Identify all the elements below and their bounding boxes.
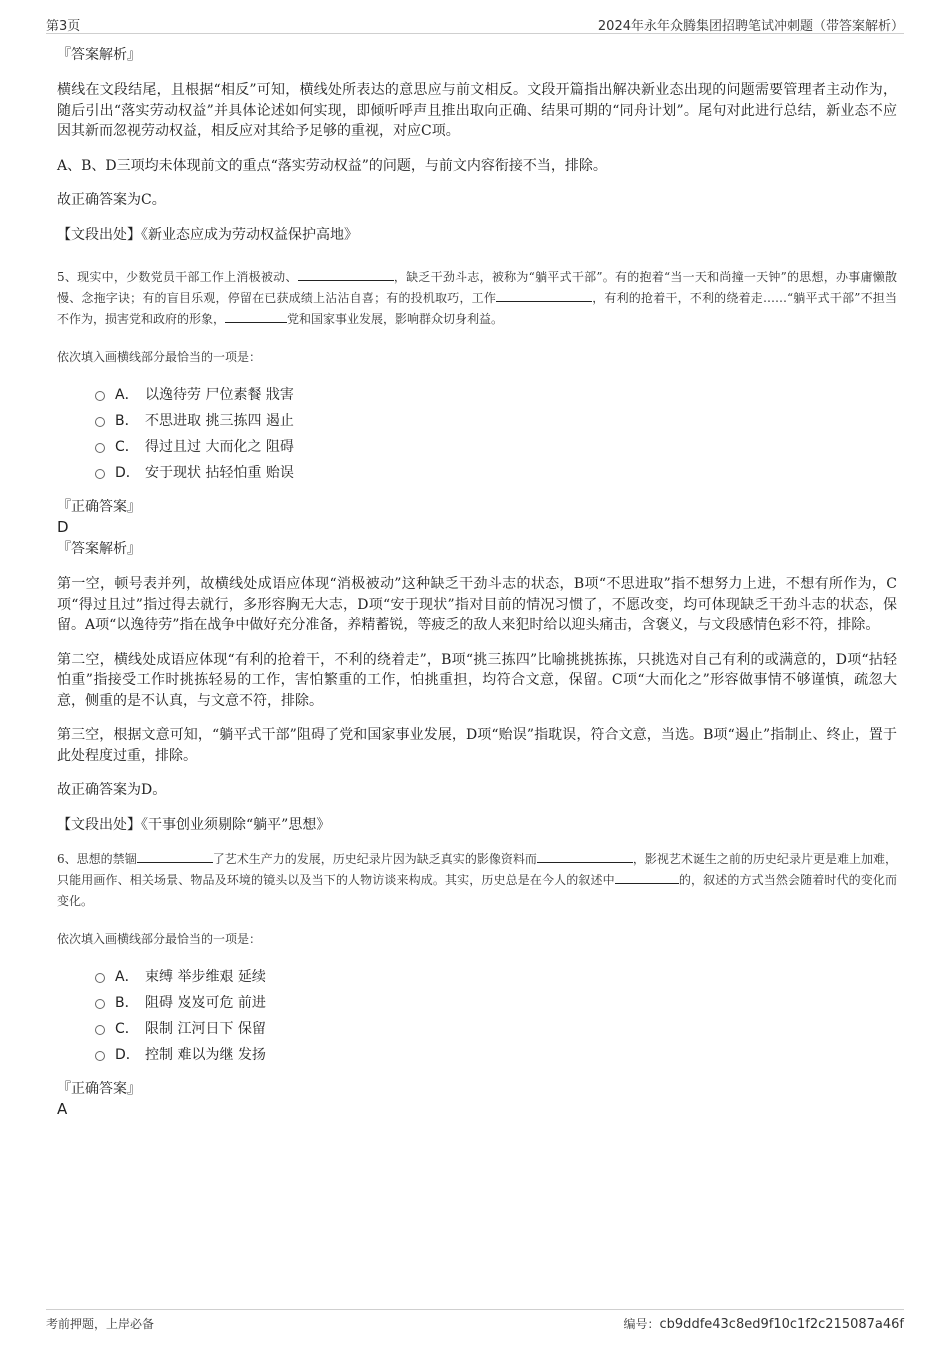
- blank-line: [537, 851, 633, 863]
- q4-analysis-label: 『答案解析』: [57, 47, 141, 63]
- q5-option-a[interactable]: A． 以逸待劳 尸位素餐 戕害: [95, 382, 897, 408]
- q5-option-c[interactable]: C． 得过且过 大而化之 阻碍: [95, 434, 897, 460]
- q6-prompt: 依次填入画横线部分最恰当的一项是：: [57, 932, 262, 946]
- footer-code: 编号：cb9ddfe43c8ed9f10c1f2c215087a46f: [623, 1317, 904, 1332]
- radio-button[interactable]: [95, 469, 105, 479]
- q6-option-b[interactable]: B． 阻碍 岌岌可危 前进: [95, 990, 897, 1016]
- radio-button[interactable]: [95, 391, 105, 401]
- page-content: [57, 44, 897, 1118]
- document-title: 2024年永年众腾集团招聘笔试冲刺题（带答案解析）: [597, 19, 904, 34]
- radio-button[interactable]: [95, 1051, 105, 1061]
- q5-prompt: 依次填入画横线部分最恰当的一项是：: [57, 350, 262, 364]
- q4-analysis-p2: A、B、D三项均未体现前文的重点“落实劳动权益”的问题，与前文内容衔接不当，排除。: [57, 157, 607, 174]
- q5-analysis-p2: 第二空，横线处成语应体现“有利的抢着干，不利的绕着走”，B项“挑三拣四”比喻挑挑拣拣，只挑选对自己有利的或满意的，D项“拈轻怕重”指接受工作时挑拣轻易的工作，害怕繁重的工作，怕挑重担，均符合文意，保留。C项“大而化之”形容做事情不够谨慎，疏忽大意，侧重的是不认真，与文意不符，排除。: [57, 651, 897, 709]
- radio-button[interactable]: [95, 417, 105, 427]
- q5-correct-label: 『正确答案』: [57, 499, 141, 515]
- blank-line: [615, 872, 679, 884]
- radio-button[interactable]: [95, 443, 105, 453]
- radio-button[interactable]: [95, 999, 105, 1009]
- q5-analysis-p3: 第三空，根据文意可知，“躺平式干部”阻碍了党和国家事业发展，D项“贻误”指耽误，符合文意，当选。B项“遏止”指制止、终止，置于此处程度过重，排除。: [57, 727, 897, 764]
- q5-options: [95, 382, 897, 486]
- blank-line: [298, 269, 394, 281]
- q6-correct-answer: A: [57, 1100, 68, 1118]
- q5-source: 【文段出处】《干事创业须剔除“躺平”思想》: [57, 816, 331, 833]
- q6-option-d[interactable]: D． 控制 难以为继 发扬: [95, 1042, 897, 1068]
- q6-options: [95, 964, 897, 1068]
- blank-line: [137, 851, 213, 863]
- q5-analysis-p4: 故正确答案为D。: [57, 782, 167, 798]
- q6-correct-label: 『正确答案』: [57, 1081, 141, 1097]
- q5-analysis-p1: 第一空，顿号表并列，故横线处成语应体现“消极被动”这种缺乏干劲斗志的状态，B项“不思进取”指不想努力上进，不想有所作为，C项“得过且过”指过得去就行，多形容胸无大志，D项“安于现状”指对目前的情况习惯了，不愿改变，均可体现缺乏干劲斗志的状态，保留。A项“以逸待劳”指在战争中做好充分准备，养精蓄锐，等疲乏的敌人来犯时给以迎头痛击，含褒义，与文段感情色彩不符，排除。: [57, 576, 897, 633]
- radio-button[interactable]: [95, 973, 105, 983]
- q4-source: 【文段出处】《新业态应成为劳动权益保护高地》: [57, 226, 358, 243]
- q5-option-d[interactable]: D． 安于现状 拈轻怕重 贻误: [95, 460, 897, 486]
- q4-analysis-p1: 横线在文段结尾，且根据“相反”可知，横线处所表达的意思应与前文相反。文段开篇指出解决新业态出现的问题需要管理者主动作为，随后引出“落实劳动权益”并具体论述如何实现，即倾听呼声且推出取向正确、结果可期的“同舟计划”。尾句对此进行总结，新业态不应因其新而忽视劳动权益，相反应对其给予足够的重视，对应C项。: [57, 82, 897, 139]
- q6-stem: 6、思想的禁锢 了艺术生产力的发展，历史纪录片因为缺乏真实的影像资料而 ，影视艺术诞生之前的历史纪录片更是难上加难，只能用画作、相关场景、物品及环境的镜头以及当下的人物访谈来构成。其实，历史总是在今人的叙述中 的，叙述的方式当然会随着时代的变化而变化。: [57, 852, 897, 908]
- radio-button[interactable]: [95, 1025, 105, 1035]
- q6-option-a[interactable]: A． 束缚 举步维艰 延续: [95, 964, 897, 990]
- page-number: 第3页: [46, 19, 81, 34]
- blank-line: [496, 290, 592, 302]
- q4-analysis-p3: 故正确答案为C。: [57, 192, 166, 208]
- q5-analysis-label: 『答案解析』: [57, 541, 141, 557]
- page-header: [46, 12, 904, 34]
- q5-stem: 5、现实中，少数党员干部工作上消极被动、 ，缺乏干劲斗志，被称为“躺平式干部”。有的抱着“当一天和尚撞一天钟”的思想，办事庸懒散慢、念拖字诀；有的盲目乐观，停留在已获成绩上沾沾自喜；有的投机取巧，工作 ，有利的抢着干，不利的绕着走……“躺平式干部”不担当不作为，损害党和政府的形象， 党和国家事业发展，影响群众切身利益。: [57, 270, 898, 326]
- q5-option-b[interactable]: B． 不思进取 挑三拣四 遏止: [95, 408, 897, 434]
- footer-slogan: 考前押题，上岸必备: [46, 1317, 155, 1331]
- blank-line: [225, 311, 287, 323]
- page-footer: [46, 1309, 904, 1333]
- q5-correct-answer: D: [57, 518, 69, 536]
- q6-option-c[interactable]: C． 限制 江河日下 保留: [95, 1016, 897, 1042]
